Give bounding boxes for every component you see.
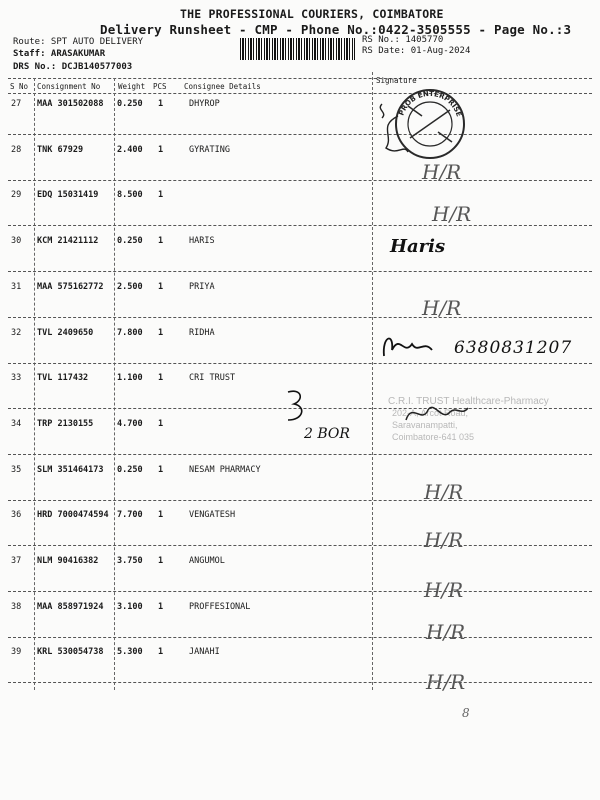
row-weight: 5.300 — [117, 647, 143, 658]
row-sno: 34 — [11, 418, 22, 429]
row-weight: 0.250 — [117, 99, 143, 109]
row-consignee: DHYROP — [189, 99, 220, 109]
col-header-consignee: Consignee Details — [184, 82, 261, 91]
row-divider — [8, 454, 592, 455]
row-consignment: EDQ 15031419 — [37, 190, 99, 201]
cri-stamp-line2: 202-A, Arcot Road, — [392, 408, 469, 418]
row-weight: 1.100 — [117, 373, 143, 384]
row-consignee: PRIYA — [189, 281, 215, 292]
row-consignee: PROFFESIONAL — [189, 601, 251, 612]
cri-stamp-line4: Coimbatore-641 035 — [392, 432, 475, 442]
row-consignee: RIDHA — [189, 327, 215, 338]
table-top-border — [8, 78, 592, 79]
row-sno: 30 — [11, 236, 22, 247]
row-pcs: 1 — [158, 510, 164, 521]
row-pcs: 1 — [158, 144, 164, 155]
row-pcs: 1 — [158, 601, 164, 612]
row-divider — [8, 180, 592, 181]
row-sno: 28 — [11, 144, 22, 155]
header-bottom-border — [8, 93, 592, 94]
row-consignment: MAA 575162772 — [37, 281, 104, 292]
route-label: Route: SPT AUTO DELIVERY — [13, 37, 144, 47]
row-consignment: TVL 117432 — [37, 373, 89, 384]
row-weight: 0.250 — [117, 464, 143, 475]
staff-label: Staff: ARASAKUMAR — [13, 49, 106, 59]
barcode — [240, 38, 355, 60]
row-sno: 27 — [11, 99, 22, 109]
row-sno: 31 — [11, 281, 22, 292]
col-separator — [114, 78, 115, 690]
cri-stamp-line1: C.R.I. TRUST Healthcare-Pharmacy — [388, 396, 549, 407]
hr-mark: H/R — [422, 160, 462, 184]
row-pcs: 1 — [158, 647, 164, 658]
hr-mark: H/R — [422, 296, 462, 320]
row-divider — [8, 682, 592, 683]
row-pcs: 1 — [158, 327, 164, 338]
row-sno: 33 — [11, 373, 22, 384]
row-weight: 7.700 — [117, 510, 143, 521]
row-pcs: 1 — [158, 464, 164, 475]
row-weight: 7.800 — [117, 327, 143, 338]
row-consignment: HRD 7000474594 — [37, 510, 109, 521]
row-weight: 3.100 — [117, 601, 143, 612]
count-note: 2 BOR — [304, 426, 350, 442]
row-consignee: CRI TRUST — [189, 373, 236, 384]
col-header-consignment: Consignment No — [37, 82, 101, 91]
row-consignee: HARIS — [189, 236, 215, 247]
ridha-signature — [378, 326, 438, 366]
row-pcs: 1 — [158, 236, 164, 247]
col-header-weight: Weight — [118, 82, 146, 91]
row-pcs: 1 — [158, 373, 164, 384]
row-consignment: KCM 21421112 — [37, 236, 99, 247]
hr-mark: H/R — [432, 202, 472, 226]
row-consignment: MAA 858971924 — [37, 601, 104, 612]
row-divider — [8, 545, 592, 546]
cri-signature — [402, 398, 472, 428]
row-divider — [8, 317, 592, 318]
row-sno: 38 — [11, 601, 22, 612]
row-sno: 35 — [11, 464, 22, 475]
row-consignment: TRP 2130155 — [37, 418, 94, 429]
document-subtitle: Delivery Runsheet - CMP - Phone No.:0422-3505555 - Page No.:3 — [100, 22, 572, 37]
row-sno: 32 — [11, 327, 22, 338]
row-pcs: 1 — [158, 556, 164, 566]
phone-note: 6380831207 — [454, 338, 573, 358]
row-consignment: TVL 2409650 — [37, 327, 94, 338]
row-consignee: VENGATESH — [189, 510, 236, 521]
row-consignment: KRL 530054738 — [37, 647, 104, 658]
row-weight: 8.500 — [117, 190, 143, 201]
hr-mark: H/R — [424, 480, 464, 504]
col-header-pcs: PCS — [153, 82, 167, 91]
rs-number: RS No.: 1405770 — [362, 35, 444, 45]
row-divider — [8, 500, 592, 501]
col-header-signature: Signature — [376, 76, 417, 85]
col-separator — [34, 78, 35, 690]
row-consignment: NLM 90416382 — [37, 556, 99, 566]
cri-stamp-line3: Saravanampatti, — [392, 420, 458, 430]
row-sno: 36 — [11, 510, 22, 521]
row-sno: 29 — [11, 190, 22, 201]
drs-number: DRS No.: DCJB140577003 — [13, 62, 133, 72]
row-divider — [8, 134, 592, 135]
row-divider — [8, 591, 592, 592]
round-stamp-text: PROB ENTERPRISE — [397, 89, 463, 118]
row-pcs: 1 — [158, 190, 164, 201]
row-consignee: GYRATING — [189, 144, 230, 155]
row-sno: 39 — [11, 647, 22, 658]
row-pcs: 1 — [158, 281, 164, 292]
row-weight: 2.500 — [117, 281, 143, 292]
hr-mark: H/R — [424, 528, 464, 552]
row-divider — [8, 225, 592, 226]
row-weight: 0.250 — [117, 236, 143, 247]
row-divider — [8, 637, 592, 638]
row-pcs: 1 — [158, 418, 164, 429]
hr-mark: H/R — [424, 578, 464, 602]
row-divider — [8, 271, 592, 272]
row-sno: 37 — [11, 556, 22, 566]
hr-mark: H/R — [426, 620, 466, 644]
col-header-sno: S No — [10, 82, 29, 91]
row-weight: 2.400 — [117, 144, 143, 155]
row-divider — [8, 363, 592, 364]
row-consignment: SLM 351464173 — [37, 464, 104, 475]
haris-signature: Haris — [390, 236, 446, 257]
count-scribble — [282, 386, 312, 426]
row-consignee: NESAM PHARMACY — [189, 464, 261, 475]
row-consignment: TNK 67929 — [37, 144, 84, 155]
signature-scribble — [368, 96, 418, 166]
row-consignee: ANGUMOL — [189, 556, 225, 566]
rs-date: RS Date: 01-Aug-2024 — [362, 46, 471, 56]
row-weight: 4.700 — [117, 418, 143, 429]
document-title: THE PROFESSIONAL COURIERS, COIMBATORE — [180, 7, 444, 21]
row-pcs: 1 — [158, 99, 164, 109]
row-weight: 3.750 — [117, 556, 143, 566]
hr-mark: H/R — [426, 670, 466, 694]
row-consignee: JANAHI — [189, 647, 220, 658]
row-consignment: MAA 301502088 — [37, 99, 104, 109]
page-mark: 8 — [462, 706, 470, 720]
